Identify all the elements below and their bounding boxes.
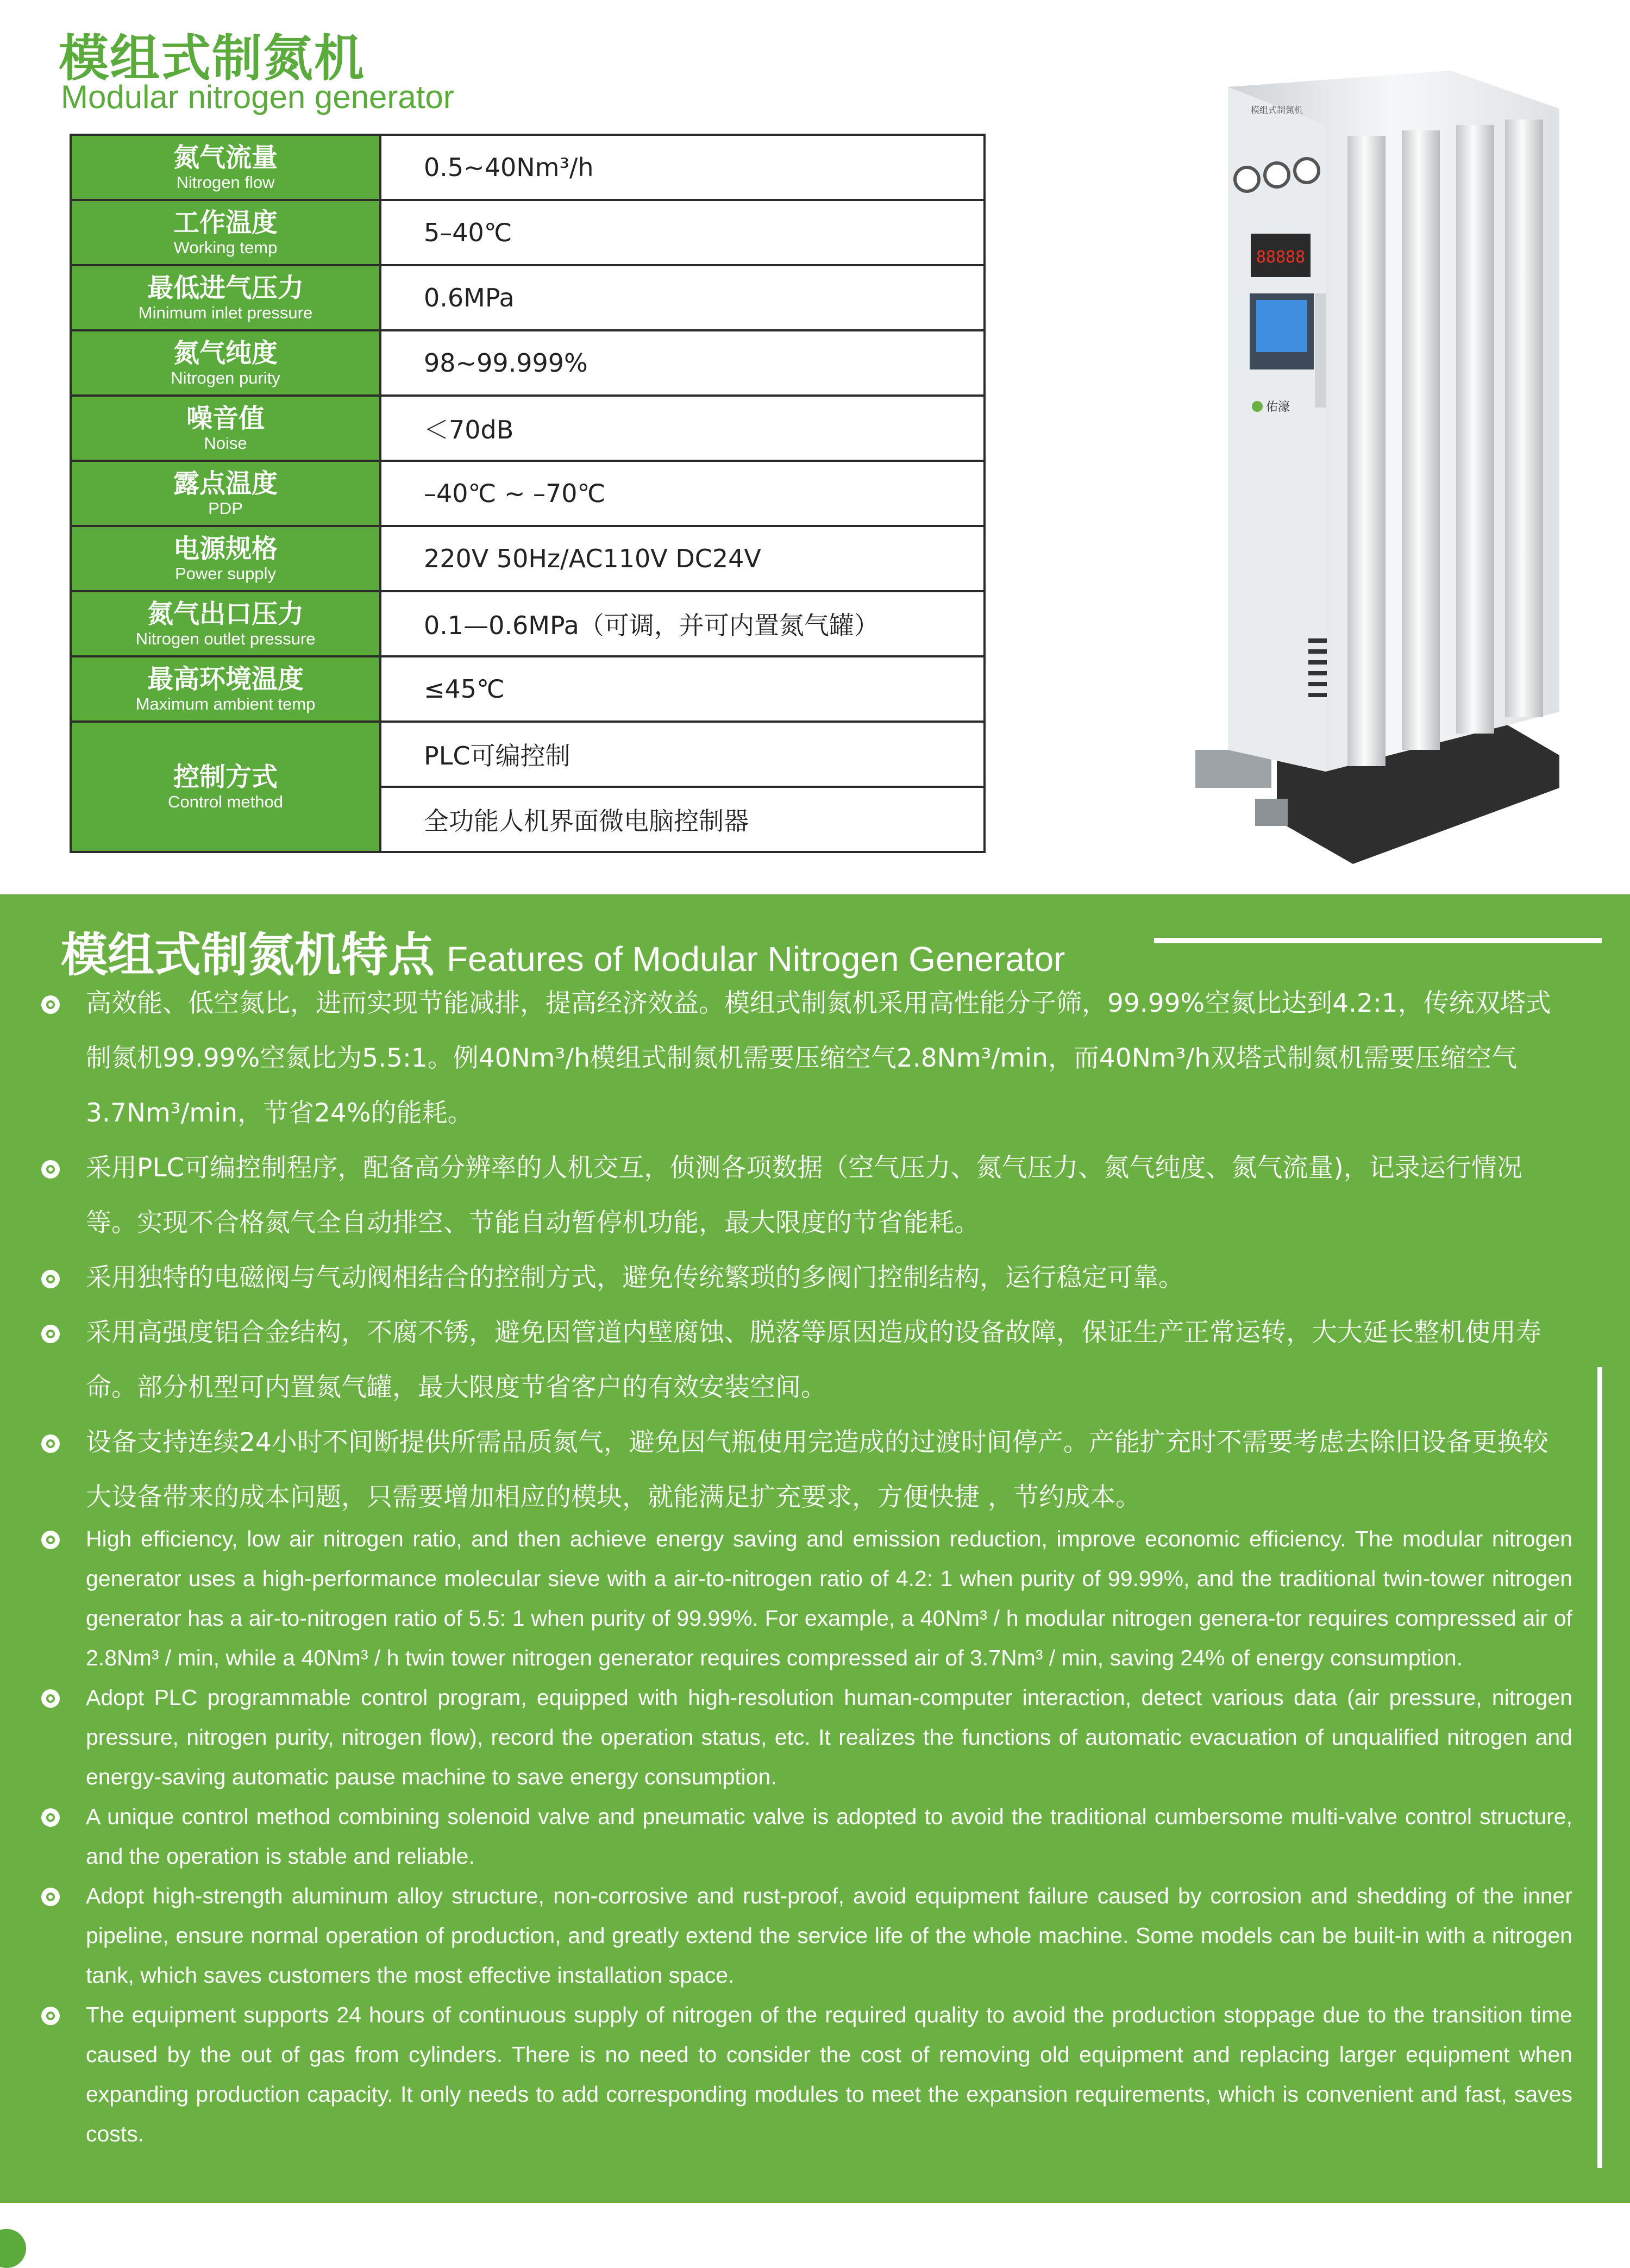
spec-label (71, 461, 380, 526)
spec-label-en: Power supply (174, 564, 277, 583)
spec-value: 98~99.999% (380, 330, 985, 396)
feature-text: 采用高强度铝合金结构，不腐不锈，避免因管道内壁腐蚀、脱落等原因造成的设备故障，保证生产正常运转，大大延长整机使用寿命。部分机型可内置氮气罐，最大限度节省客户的有效安装空间。 (86, 1318, 1541, 1402)
table-row (71, 722, 985, 787)
spec-value: ＜70dB (380, 396, 985, 461)
bullet-icon (41, 1434, 60, 1453)
page-number-badge (0, 2229, 26, 2268)
bullet-icon (41, 1888, 60, 1906)
spec-label (71, 135, 380, 200)
spec-label (71, 722, 380, 852)
spec-label (71, 656, 380, 722)
table-row (71, 200, 985, 265)
spec-label-cn: 氮气出口压力 (147, 599, 304, 629)
bullet-icon (41, 1531, 60, 1549)
bullet-icon (41, 995, 60, 1014)
side-divider (1597, 1367, 1602, 2168)
pressure-gauge-icon (1295, 159, 1319, 183)
spec-label-en: Maximum ambient temp (135, 694, 316, 713)
bullet-icon (41, 1160, 60, 1179)
spec-label-en: Control method (168, 792, 283, 811)
feature-text: The equipment supports 24 hours of continuous supply of nitrogen of the required quality to avoid the production stoppage due to the transition time caused by the out of gas from cylinders. There is no need to consider the cost of removing old equipment and replacing larger equipment when expanding production capacity. It only needs to add corresponding modules to meet the expansion requirements, which is convenient and fast, saves costs. (86, 2002, 1572, 2146)
spec-label (71, 396, 380, 461)
table-row (71, 396, 985, 461)
spec-label-cn: 工作温度 (173, 208, 278, 238)
spec-label-en: Working temp (173, 238, 278, 257)
spec-label-cn: 噪音值 (186, 403, 265, 434)
spec-section (0, 0, 1630, 886)
spec-label-en: Noise (204, 434, 247, 453)
list-item (41, 1797, 1572, 1876)
list-item (41, 1678, 1572, 1797)
pressure-gauge-icon (1235, 167, 1259, 191)
table-row (71, 526, 985, 591)
list-item (41, 1250, 1572, 1305)
spec-label (71, 330, 380, 396)
features-section (0, 894, 1630, 2203)
feature-text: Adopt PLC programmable control program, equipped with high-resolution human-computer interaction, detect various data (air pressure, nitrogen pressure, nitrogen purity, nitrogen flow), record the operation status, etc. It realizes the functions of automatic evacuation of unqualified nitrogen and energy-saving automatic pause machine to save energy consumption. (86, 1685, 1572, 1789)
adsorption-column (1505, 120, 1543, 717)
list-item (41, 1141, 1572, 1250)
spec-value: ≤45℃ (380, 656, 985, 722)
adsorption-column (1456, 125, 1494, 734)
spec-label-cn: 电源规格 (173, 534, 278, 564)
touch-screen-display (1256, 300, 1307, 352)
list-item (41, 1519, 1572, 1678)
spec-value: 0.5~40Nm³/h (380, 135, 985, 200)
list-item (41, 1995, 1572, 2154)
flow-meter (1315, 293, 1326, 408)
spec-label-cn: 露点温度 (173, 468, 278, 499)
spec-value: 5–40℃ (380, 200, 985, 265)
spec-label-en: Nitrogen flow (176, 173, 275, 192)
spec-value: 全功能人机界面微电脑控制器 (380, 787, 985, 852)
page-title-en: Modular nitrogen generator (61, 79, 454, 115)
spec-label-cn: 氮气流量 (173, 142, 278, 173)
features-list-en (41, 1519, 1572, 2154)
features-title-en: Features of Modular Nitrogen Generator (447, 939, 1065, 979)
list-item (41, 1305, 1572, 1415)
table-row (71, 591, 985, 656)
features-title-cn: 模组式制氮机特点 (61, 928, 435, 982)
list-item (41, 1876, 1572, 1995)
features-list-cn (41, 976, 1572, 1525)
bullet-icon (41, 1808, 60, 1827)
table-row (71, 330, 985, 396)
table-row (71, 265, 985, 330)
title-divider (1154, 938, 1602, 943)
spec-label-en: Nitrogen purity (171, 368, 280, 387)
feature-text: High efficiency, low air nitrogen ratio, and then achieve energy saving and emission reduction, improve economic efficiency. The modular nitrogen generator uses a high-performance molecular sieve with a air-to-nitrogen ratio of 4.2: 1 when purity of 99.99%, and the traditional twin-tower nitrogen generator has a air-to-nitrogen ratio of 5.5: 1 when purity of 99.99%. For example, a 40Nm³ / h modular nitrogen genera-tor requires compressed air of 2.8Nm³ / min, while a 40Nm³ / h twin tower nitrogen generator requires compressed air of 3.7Nm³ / min, saving 24% of energy consumption. (86, 1526, 1572, 1670)
spec-value: 220V 50Hz/AC110V DC24V (380, 526, 985, 591)
pressure-gauge-icon (1265, 163, 1289, 187)
adsorption-column (1402, 130, 1440, 750)
feature-text: 采用PLC可编控制程序，配备高分辨率的人机交互，侦测各项数据（空气压力、氮气压力、氮气纯度、氮气流量)，记录运行情况等。实现不合格氮气全自动排空、节能自动暂停机功能，最大限度的节省能耗。 (86, 1153, 1522, 1238)
list-item (41, 1415, 1572, 1525)
bullet-icon (41, 1689, 60, 1708)
brand-name: 佑濠 (1266, 400, 1290, 414)
brand-logo-icon (1252, 401, 1263, 412)
feature-text: 采用独特的电磁阀与气动阀相结合的控制方式，避免传统繁琐的多阀门控制结构，运行稳定可靠。 (86, 1263, 1184, 1293)
product-image (1146, 49, 1597, 875)
table-row (71, 656, 985, 722)
spec-value: PLC可编控制 (380, 722, 985, 787)
table-row (71, 461, 985, 526)
bullet-icon (41, 2007, 60, 2025)
list-item (41, 976, 1572, 1141)
display-readout: 88888 (1256, 248, 1306, 267)
spec-label (71, 200, 380, 265)
page-title-cn: 模组式制氮机 (59, 29, 366, 87)
spec-value: –40℃ ~ –70℃ (380, 461, 985, 526)
spec-value: 0.1—0.6MPa（可调，并可内置氮气罐） (380, 591, 985, 656)
spec-label (71, 526, 380, 591)
spec-value: 0.6MPa (380, 265, 985, 330)
spec-table (70, 134, 986, 853)
spec-label (71, 591, 380, 656)
feature-text: Adopt high-strength aluminum alloy structure, non-corrosive and rust-proof, avoid equipment failure caused by corrosion and shedding of the inner pipeline, ensure normal operation of production, and greatly extend the service life of the whole machine. Some models can be built-in with a nitrogen tank, which saves customers the most effective installation space. (86, 1883, 1572, 1988)
spec-label-en: Minimum inlet pressure (138, 303, 313, 322)
spec-label-cn: 最低进气压力 (147, 273, 304, 303)
panel-title: 模组式制氮机 (1250, 105, 1303, 115)
spec-label-cn: 氮气纯度 (173, 338, 278, 368)
spec-label-cn: 最高环境温度 (147, 664, 304, 694)
pipe-fitting (1255, 799, 1288, 826)
feature-text: A unique control method combining solenoid valve and pneumatic valve is adopted to avoid the traditional cumbersome multi-valve control structure, and the operation is stable and reliable. (86, 1804, 1572, 1869)
spec-label-en: Nitrogen outlet pressure (135, 629, 316, 648)
spec-label-en: PDP (208, 499, 243, 518)
bullet-icon (41, 1325, 60, 1343)
features-heading (61, 917, 1065, 985)
table-row (71, 135, 985, 200)
feature-text: 设备支持连续24小时不间断提供所需品质氮气，避免因气瓶使用完造成的过渡时间停产。产能扩充时不需要考虑去除旧设备更换较大设备带来的成本问题，只需要增加相应的模块，就能满足扩充要求，方便快捷 ，节约成本。 (86, 1427, 1548, 1512)
spec-label-cn: 控制方式 (173, 762, 278, 792)
adsorption-column (1347, 136, 1386, 766)
spec-label (71, 265, 380, 330)
bullet-icon (41, 1270, 60, 1288)
feature-text: 高效能、低空氮比，进而实现节能减排，提高经济效益。模组式制氮机采用高性能分子筛，99.99%空氮比达到4.2:1，传统双塔式制氮机99.99%空氮比为5.5:1。例40Nm³/h模组式制氮机需要压缩空气2.8Nm³/min，而40Nm³/h双塔式制氮机需要压缩空气3.7Nm³/min，节省24%的能耗。 (86, 988, 1551, 1128)
